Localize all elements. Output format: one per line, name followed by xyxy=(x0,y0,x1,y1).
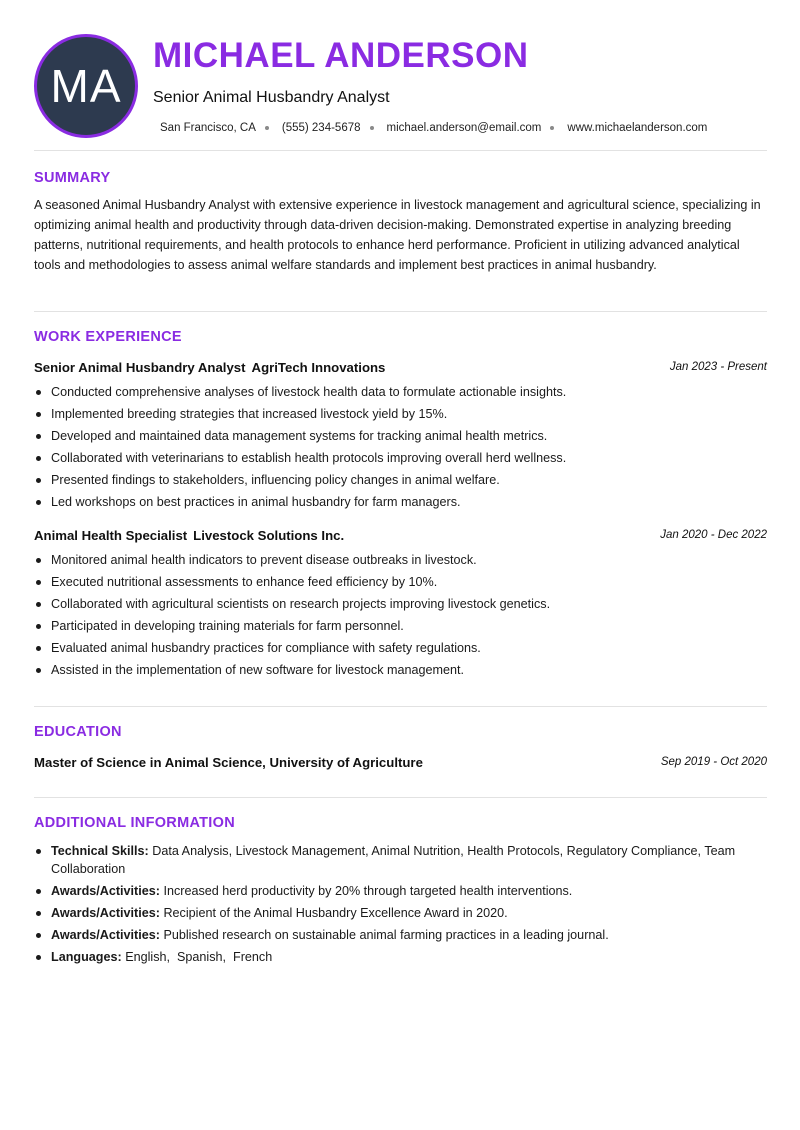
job-company: AgriTech Innovations xyxy=(251,359,386,375)
list-item xyxy=(34,904,767,922)
divider xyxy=(34,150,767,151)
candidate-title: Senior Animal Husbandry Analyst xyxy=(153,89,390,106)
divider xyxy=(34,706,767,707)
info-label: Awards/Activities: xyxy=(51,884,160,898)
info-text: Published research on sustainable animal farming practices in a leading journal. xyxy=(163,928,609,942)
separator-dot-icon xyxy=(550,126,554,130)
list-item: Evaluated animal husbandry practices for compliance with safety regulations. xyxy=(34,637,767,659)
education-dates: Sep 2019 - Oct 2020 xyxy=(660,756,767,768)
additional-heading: ADDITIONAL INFORMATION xyxy=(34,815,235,831)
contact-phone[interactable]: (555) 234-5678 xyxy=(281,122,361,134)
avatar-initials: MA xyxy=(50,60,122,112)
info-label: Technical Skills: xyxy=(51,844,149,858)
info-label: Languages: xyxy=(51,950,122,964)
job-role: Animal Health Specialist xyxy=(34,527,188,543)
summary-heading: SUMMARY xyxy=(34,170,111,186)
job-role-line xyxy=(34,528,344,543)
education-heading: EDUCATION xyxy=(34,724,122,740)
divider xyxy=(34,311,767,312)
info-text: English, Spanish, French xyxy=(125,950,273,964)
info-label: Awards/Activities: xyxy=(51,906,160,920)
list-item: Executed nutritional assessments to enhance feed efficiency by 10%. xyxy=(34,571,767,593)
job-role-line xyxy=(34,360,385,375)
contact-website[interactable]: www.michaelanderson.com xyxy=(567,122,708,134)
info-text: Recipient of the Animal Husbandry Excellence Award in 2020. xyxy=(163,906,508,920)
list-item: Led workshops on best practices in animal husbandry for farm managers. xyxy=(34,491,767,513)
avatar xyxy=(34,34,138,138)
job-dates: Jan 2020 - Dec 2022 xyxy=(660,529,767,541)
additional-list xyxy=(34,842,767,970)
candidate-name: MICHAEL ANDERSON xyxy=(153,36,529,75)
job-dates: Jan 2023 - Present xyxy=(669,361,767,373)
list-item xyxy=(34,882,767,900)
list-item: Participated in developing training materials for farm personnel. xyxy=(34,615,767,637)
list-item xyxy=(34,842,767,878)
job-company: Livestock Solutions Inc. xyxy=(193,527,345,543)
list-item xyxy=(34,948,767,966)
summary-text: A seasoned Animal Husbandry Analyst with extensive experience in livestock management and agricultural science, specializing in optimizing animal health and productivity through data-driven decision-making. Demonstrated expertise in analyzing breeding patterns, nutritional requirements, and health protocols to enhance herd performance. Proficient in utilizing advanced analytical tools and methodologies to assess animal welfare standards and implement best practices in animal husbandry. xyxy=(34,198,761,272)
job-header xyxy=(34,526,767,544)
list-item: Presented findings to stakeholders, influencing policy changes in animal welfare. xyxy=(34,469,767,491)
separator-dot-icon xyxy=(265,126,269,130)
list-item xyxy=(34,926,767,944)
job-role: Senior Animal Husbandry Analyst xyxy=(34,359,246,375)
list-item: Implemented breeding strategies that increased livestock yield by 15%. xyxy=(34,403,767,425)
list-item: Assisted in the implementation of new software for livestock management. xyxy=(34,659,767,681)
list-item: Monitored animal health indicators to prevent disease outbreaks in livestock. xyxy=(34,549,767,571)
info-label: Awards/Activities: xyxy=(51,928,160,942)
list-item: Collaborated with agricultural scientists on research projects improving livestock genetics. xyxy=(34,593,767,615)
info-text: Data Analysis, Livestock Management, Animal Nutrition, Health Protocols, Regulatory Compliance, Team Collaboration xyxy=(51,844,736,876)
separator-dot-icon xyxy=(370,126,374,130)
contact-location: San Francisco, CA xyxy=(160,122,256,134)
job-header xyxy=(34,358,767,376)
list-item: Developed and maintained data management systems for tracking animal health metrics. xyxy=(34,425,767,447)
job-bullets xyxy=(34,381,767,513)
list-item: Collaborated with veterinarians to establish health protocols improving overall herd wellness. xyxy=(34,447,767,469)
education-degree: Master of Science in Animal Science, University of Agriculture xyxy=(34,754,423,770)
contact-email[interactable]: michael.anderson@email.com xyxy=(386,122,542,134)
job-bullets xyxy=(34,549,767,681)
divider xyxy=(34,797,767,798)
experience-heading: WORK EXPERIENCE xyxy=(34,329,182,345)
education-row xyxy=(34,753,767,771)
list-item: Conducted comprehensive analyses of livestock health data to formulate actionable insights. xyxy=(34,381,767,403)
contact-bar xyxy=(160,120,707,136)
info-text: Increased herd productivity by 20% through targeted health interventions. xyxy=(163,884,573,898)
